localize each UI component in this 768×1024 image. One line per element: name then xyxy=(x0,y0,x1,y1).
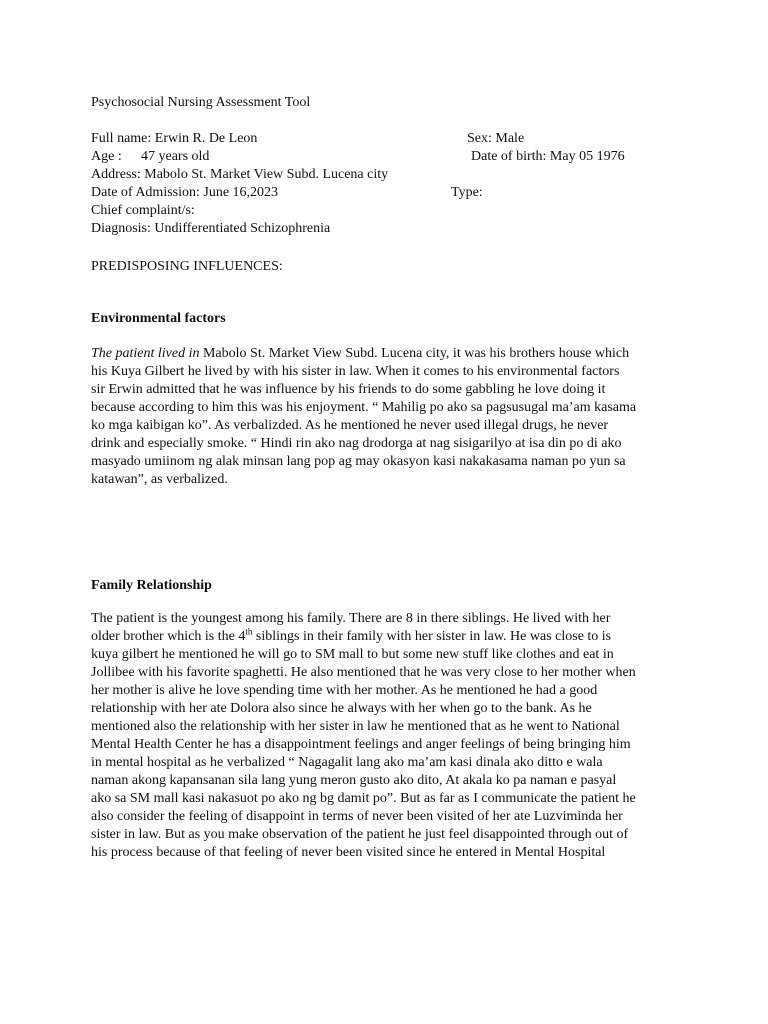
predisposing-heading: PREDISPOSING INFLUENCES: xyxy=(91,259,283,274)
environmental-lead: The patient lived in xyxy=(91,346,200,361)
age-label: Age : xyxy=(91,149,122,164)
environmental-line: katawan”, as verbalized. xyxy=(91,472,228,487)
address-field: Address: Mabolo St. Market View Subd. Lucena city xyxy=(91,167,389,182)
environmental-line-rest: Mabolo St. Market View Subd. Lucena city, it was his brothers house which xyxy=(199,346,630,361)
chief-complaint-field: Chief complaint/s: xyxy=(91,203,195,218)
environmental-heading: Environmental factors xyxy=(91,311,226,326)
family-line-part: siblings in their family with her sister in law. He was close to is xyxy=(252,629,612,644)
environmental-line: masyado umiinom ng alak minsan lang pop ag may okasyon kasi nakakasama naman po yun sa xyxy=(91,454,626,469)
family-line-part: older brother which is the 4 xyxy=(91,629,246,644)
environmental-line: because according to him this was his enjoyment. “ Mahilig po ako sa pagsusugal ma’am kasama xyxy=(91,400,637,415)
environmental-line: ko mga kaibigan ko”. As verbalizded. As he mentioned he never used illegal drugs, he never xyxy=(91,418,609,433)
ordinal-suffix: th xyxy=(245,626,253,637)
family-line xyxy=(91,628,681,646)
family-line: in mental hospital as he verbalized “ Nagagalit lang ako ma’am kasi dinala ako ditto e wala xyxy=(91,755,603,770)
family-line: naman akong kapansanan sila lang yung meron gusto ako dito, At akala ko pa naman e pasyal xyxy=(91,773,617,788)
family-line: also consider the feeling of disappoint in terms of never been visited of her ate Luzviminda her xyxy=(91,809,623,824)
environmental-line: drink and especially smoke. “ Hindi rin ako nag drodorga at nag sisigarilyo at isa din po di ako xyxy=(91,436,622,451)
environmental-line xyxy=(91,345,681,363)
sex-field: Sex: Male xyxy=(467,131,525,146)
family-heading: Family Relationship xyxy=(91,578,212,593)
family-line: his process because of that feeling of never been visited since he entered in Mental Hospital xyxy=(91,845,606,860)
family-line: Jollibee with his favorite spaghetti. He also mentioned that he was very close to her mother when xyxy=(91,665,636,680)
environmental-line: his Kuya Gilbert he lived by with his sister in law. When it comes to his environmental factors xyxy=(91,364,620,379)
environmental-line: sir Erwin admitted that he was influence by his friends to do some gabbling he love doing it xyxy=(91,382,606,397)
family-line: sister in law. But as you make observation of the patient he just feel disappointed through out of xyxy=(91,827,629,842)
family-line: her mother is alive he love spending time with her mother. As he mentioned he had a good xyxy=(91,683,598,698)
family-line: relationship with her ate Dolora also since he always with her when go to the bank. As he xyxy=(91,701,592,716)
diagnosis-field: Diagnosis: Undifferentiated Schizophrenia xyxy=(91,221,331,236)
full-name-field: Full name: Erwin R. De Leon xyxy=(91,131,258,146)
type-field: Type: xyxy=(451,185,483,200)
family-line: Mental Health Center he has a disappointment feelings and anger feelings of being bringing him xyxy=(91,737,631,752)
family-line: ako sa SM mall kasi nakasuot po ako ng bg damit po”. But as far as I communicate the patient he xyxy=(91,791,636,806)
family-line: The patient is the youngest among his family. There are 8 in there siblings. He lived with her xyxy=(91,611,611,626)
age-value: 47 years old xyxy=(141,149,210,164)
document-title: Psychosocial Nursing Assessment Tool xyxy=(91,95,311,110)
date-of-birth-field: Date of birth: May 05 1976 xyxy=(471,149,625,164)
family-line: mentioned also the relationship with her sister in law he mentioned that as he went to National xyxy=(91,719,620,734)
admission-date-field: Date of Admission: June 16,2023 xyxy=(91,185,279,200)
family-paragraph xyxy=(91,610,681,862)
environmental-paragraph xyxy=(91,345,681,489)
family-line: kuya gilbert he mentioned he will go to SM mall to but some new stuff like clothes and eat in xyxy=(91,647,614,662)
